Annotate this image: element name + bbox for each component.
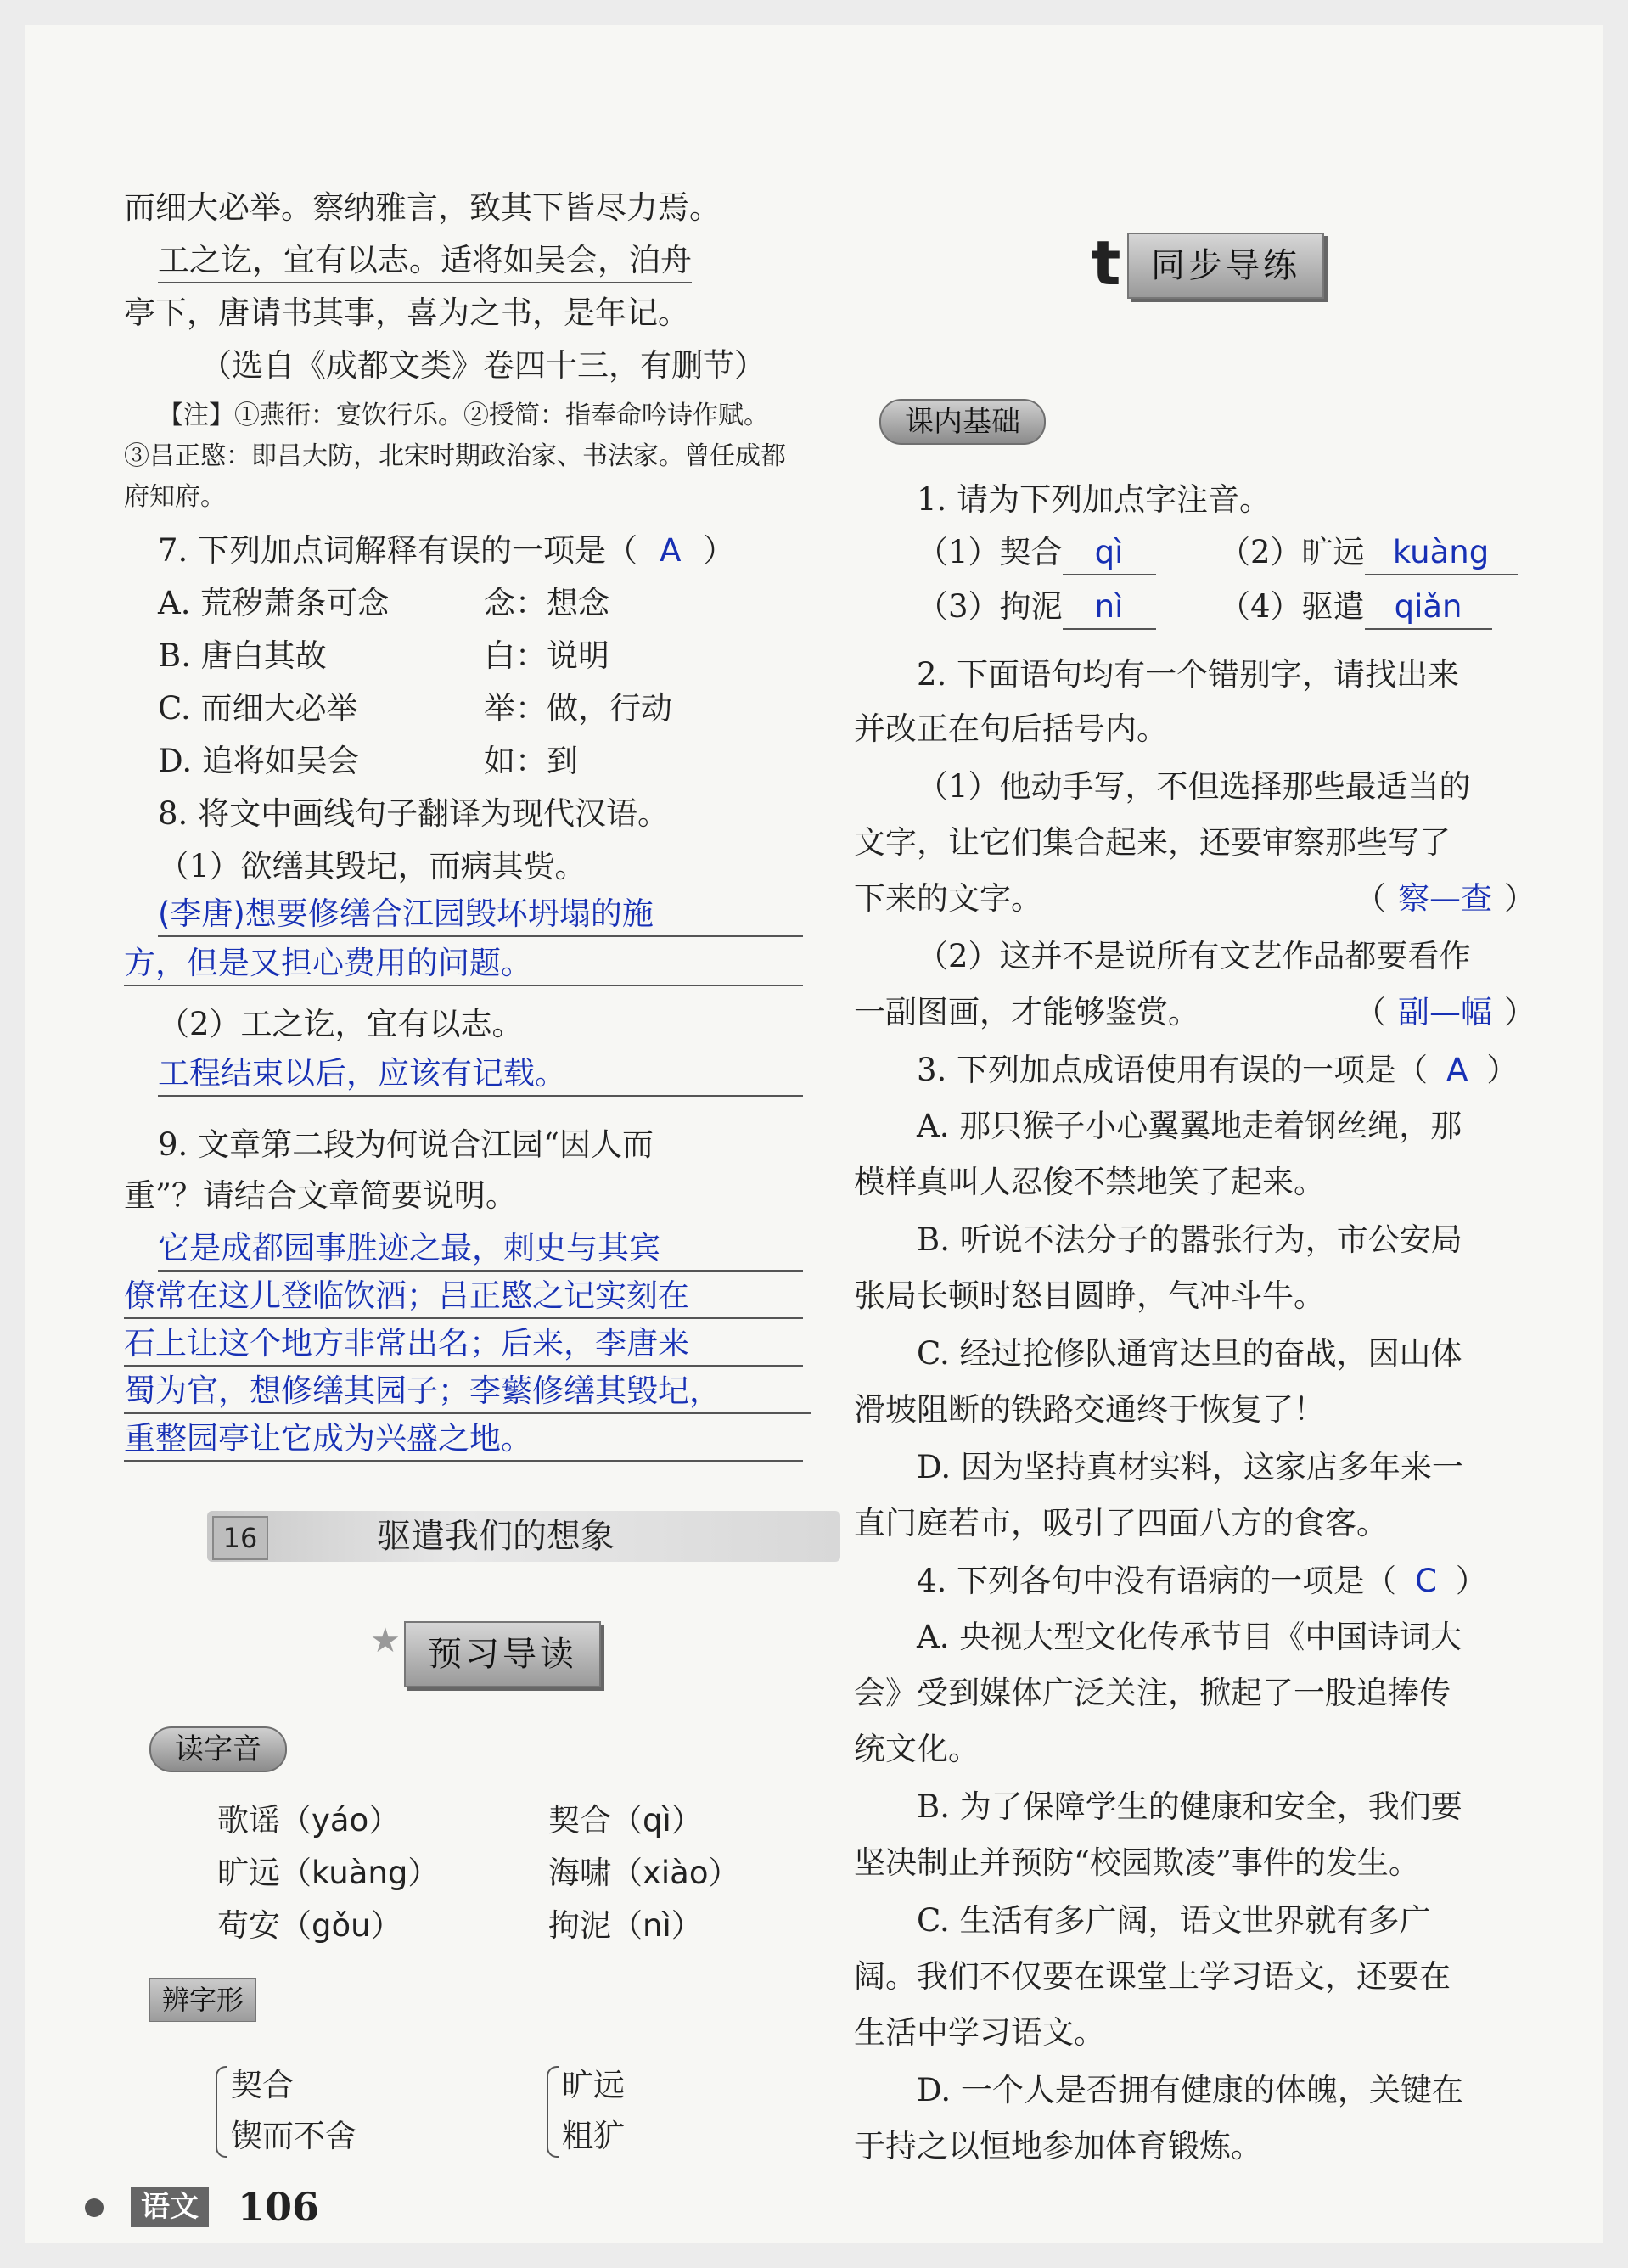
q3-option-a: A. 那只猴子小心翼翼地走着钢丝绳，那 [917, 1108, 1462, 1144]
q4-option-c: C. 生活有多广阔，语文世界就有多广 [917, 1902, 1431, 1939]
q3-option-d: 直门庭若市，吸引了四面八方的食客。 [854, 1505, 1388, 1541]
lesson-title: 驱遣我们的想象 [377, 1517, 615, 1556]
brace [216, 2066, 227, 2158]
q4-option-c: 生活中学习语文。 [854, 2014, 1105, 2051]
passage-line: 亭下，唐请书其事，喜为之书，是年记。 [124, 295, 689, 331]
answer-8-1-line: 方，但是又担心费用的问题。 [124, 942, 803, 986]
option-b-meaning: 白：说明 [484, 637, 609, 674]
option-d-meaning: 如：到 [484, 743, 578, 779]
passage-line: 而细大必举。察纳雅言，致其下皆尽力焉。 [124, 189, 721, 226]
pinyin-item: 契合（qì） [548, 1802, 703, 1839]
underlined-sentence: 工之讫，宜有以志。适将如吴会，泊舟 [158, 239, 692, 284]
question-3: 3. 下列加点成语使用有误的一项是（ A ） [917, 1052, 1519, 1088]
answer-9-line: 蜀为官，想修缮其园子；李蘩修缮其毁圮， [124, 1370, 811, 1414]
q2-2-text: 一副图画，才能够鉴赏。 [854, 994, 1199, 1030]
question-8-2: （2）工之讫，宜有以志。 [158, 1006, 524, 1042]
question-8: 8. 将文中画线句子翻译为现代汉语。 [158, 795, 670, 832]
answer-9-line: 石上让这个地方非常出名；后来，李唐来 [124, 1322, 803, 1367]
answer-9-line: 僚常在这儿登临饮酒；吕正愍之记实刻在 [124, 1275, 803, 1319]
question-9: 重”？请结合文章简要说明。 [124, 1177, 517, 1214]
q3-option-a: 模样真叫人忍俊不禁地笑了起来。 [854, 1164, 1325, 1200]
answer-9-line: 它是成都园事胜迹之最，刺史与其宾 [158, 1227, 803, 1272]
answer-8-1-line: (李唐)想要修缮合江园毁坏坍塌的施 [158, 893, 803, 937]
q3-option-b: 张局长顿时怒目圆睁，气冲斗牛。 [854, 1277, 1325, 1314]
pinyin-item: 苟安（gǒu） [217, 1907, 402, 1944]
answer-7: A [660, 532, 682, 569]
q2-2-text: （2）这并不是说所有文艺作品都要看作 [917, 938, 1471, 974]
q3-option-d: D. 因为坚持真材实料，这家店多年来一 [917, 1449, 1463, 1485]
answer-9-line: 重整园亭让它成为兴盛之地。 [124, 1418, 803, 1462]
read-pronunciation-label: 读字音 [149, 1726, 287, 1772]
pinyin-item: 拘泥（nì） [548, 1907, 703, 1944]
question-7: 7. 下列加点词解释有误的一项是（ A ） [158, 532, 735, 569]
option-c: C. 而细大必举 [158, 690, 358, 727]
brace [547, 2066, 559, 2158]
note-line: ③吕正愍：即吕大防，北宋时期政治家、书法家。曾任成都 [124, 441, 786, 471]
question-8-1: （1）欲缮其毁圮，而病其赀。 [158, 848, 587, 884]
q3-option-c: 滑坡阻断的铁路交通终于恢复了！ [854, 1391, 1325, 1428]
section-icon: t [1092, 227, 1121, 299]
q2-2-answer: （ 副—幅 ） [1355, 994, 1535, 1030]
q4-option-c: 阔。我们不仅要在课堂上学习语文，还要在 [854, 1958, 1451, 1995]
q4-option-b: B. 为了保障学生的健康和安全，我们要 [917, 1788, 1462, 1825]
question-9: 9. 文章第二段为何说合江园“因人而 [158, 1126, 654, 1163]
option-b: B. 唐白其故 [158, 637, 327, 674]
pinyin-item: 海啸（xiào） [548, 1855, 740, 1891]
option-a: A. 荒秽萧条可念 [158, 585, 390, 621]
shape-word: 旷远 [562, 2067, 625, 2103]
note-line: 【注】①燕衎：宴饮行乐。②授简：指奉命吟诗作赋。 [158, 401, 769, 430]
q1-item: （4）驱遣 qiǎn [1219, 586, 1492, 630]
lesson-number: 16 [212, 1516, 268, 1560]
lesson-header [207, 1511, 840, 1562]
q4-option-a: A. 央视大型文化传承节目《中国诗词大 [917, 1619, 1462, 1655]
q1-item: （2）旷远 kuàng [1219, 531, 1518, 575]
star-icon: ★ [370, 1621, 401, 1660]
question-2: 并改正在句后括号内。 [854, 710, 1168, 747]
option-d: D. 追将如吴会 [158, 743, 359, 779]
question-4: 4. 下列各句中没有语病的一项是（ C ） [917, 1563, 1487, 1599]
q2-1-answer: （ 察—查 ） [1355, 880, 1535, 917]
q4-option-a: 会》受到媒体广泛关注，掀起了一股追捧传 [854, 1675, 1451, 1711]
question-1: 1. 请为下列加点字注音。 [917, 481, 1272, 518]
option-a-meaning: 念：想念 [484, 585, 609, 621]
footer-subject: 语文 [131, 2187, 209, 2227]
option-c-meaning: 举：做，行动 [484, 690, 672, 727]
q4-option-b: 坚决制止并预防“校园欺凌”事件的发生。 [854, 1844, 1420, 1881]
page-number: 106 [238, 2184, 320, 2230]
q4-option-d: D. 一个人是否拥有健康的体魄，关键在 [917, 2072, 1463, 2108]
distinguish-shape-label: 辨字形 [149, 1978, 256, 2022]
q2-1-text: 文字，让它们集合起来，还要审察那些写了 [854, 824, 1451, 861]
basics-label: 课内基础 [879, 399, 1046, 445]
shape-word: 粗犷 [562, 2118, 625, 2154]
passage-line [158, 239, 692, 284]
preview-title: 预习导读 [404, 1621, 601, 1687]
footer-dot-icon [85, 2198, 104, 2217]
shape-word: 契合 [231, 2067, 294, 2103]
q2-1-text: （1）他动手写，不但选择那些最适当的 [917, 768, 1471, 805]
passage-source: （选自《成都文类》卷四十三，有删节） [200, 347, 766, 384]
question-2: 2. 下面语句均有一个错别字，请找出来 [917, 656, 1460, 693]
section-title: 同步导练 [1127, 233, 1324, 299]
pinyin-item: 歌谣（yáo） [217, 1802, 401, 1839]
answer-8-2: 工程结束以后，应该有记载。 [158, 1053, 803, 1097]
q1-item: （1）契合 qì [917, 531, 1156, 575]
q1-item: （3）拘泥 nì [917, 586, 1156, 630]
q3-option-c: C. 经过抢修队通宵达旦的奋战，因山体 [917, 1335, 1462, 1372]
q3-option-b: B. 听说不法分子的嚣张行为，市公安局 [917, 1221, 1462, 1258]
pinyin-item: 旷远（kuàng） [217, 1855, 440, 1891]
q2-1-text: 下来的文字。 [854, 880, 1042, 917]
q4-option-a: 统文化。 [854, 1731, 980, 1767]
note-line: 府知府。 [124, 482, 226, 512]
q4-option-d: 于持之以恒地参加体育锻炼。 [854, 2128, 1262, 2164]
workbook-page [25, 25, 1603, 2243]
shape-word: 锲而不舍 [231, 2118, 356, 2154]
